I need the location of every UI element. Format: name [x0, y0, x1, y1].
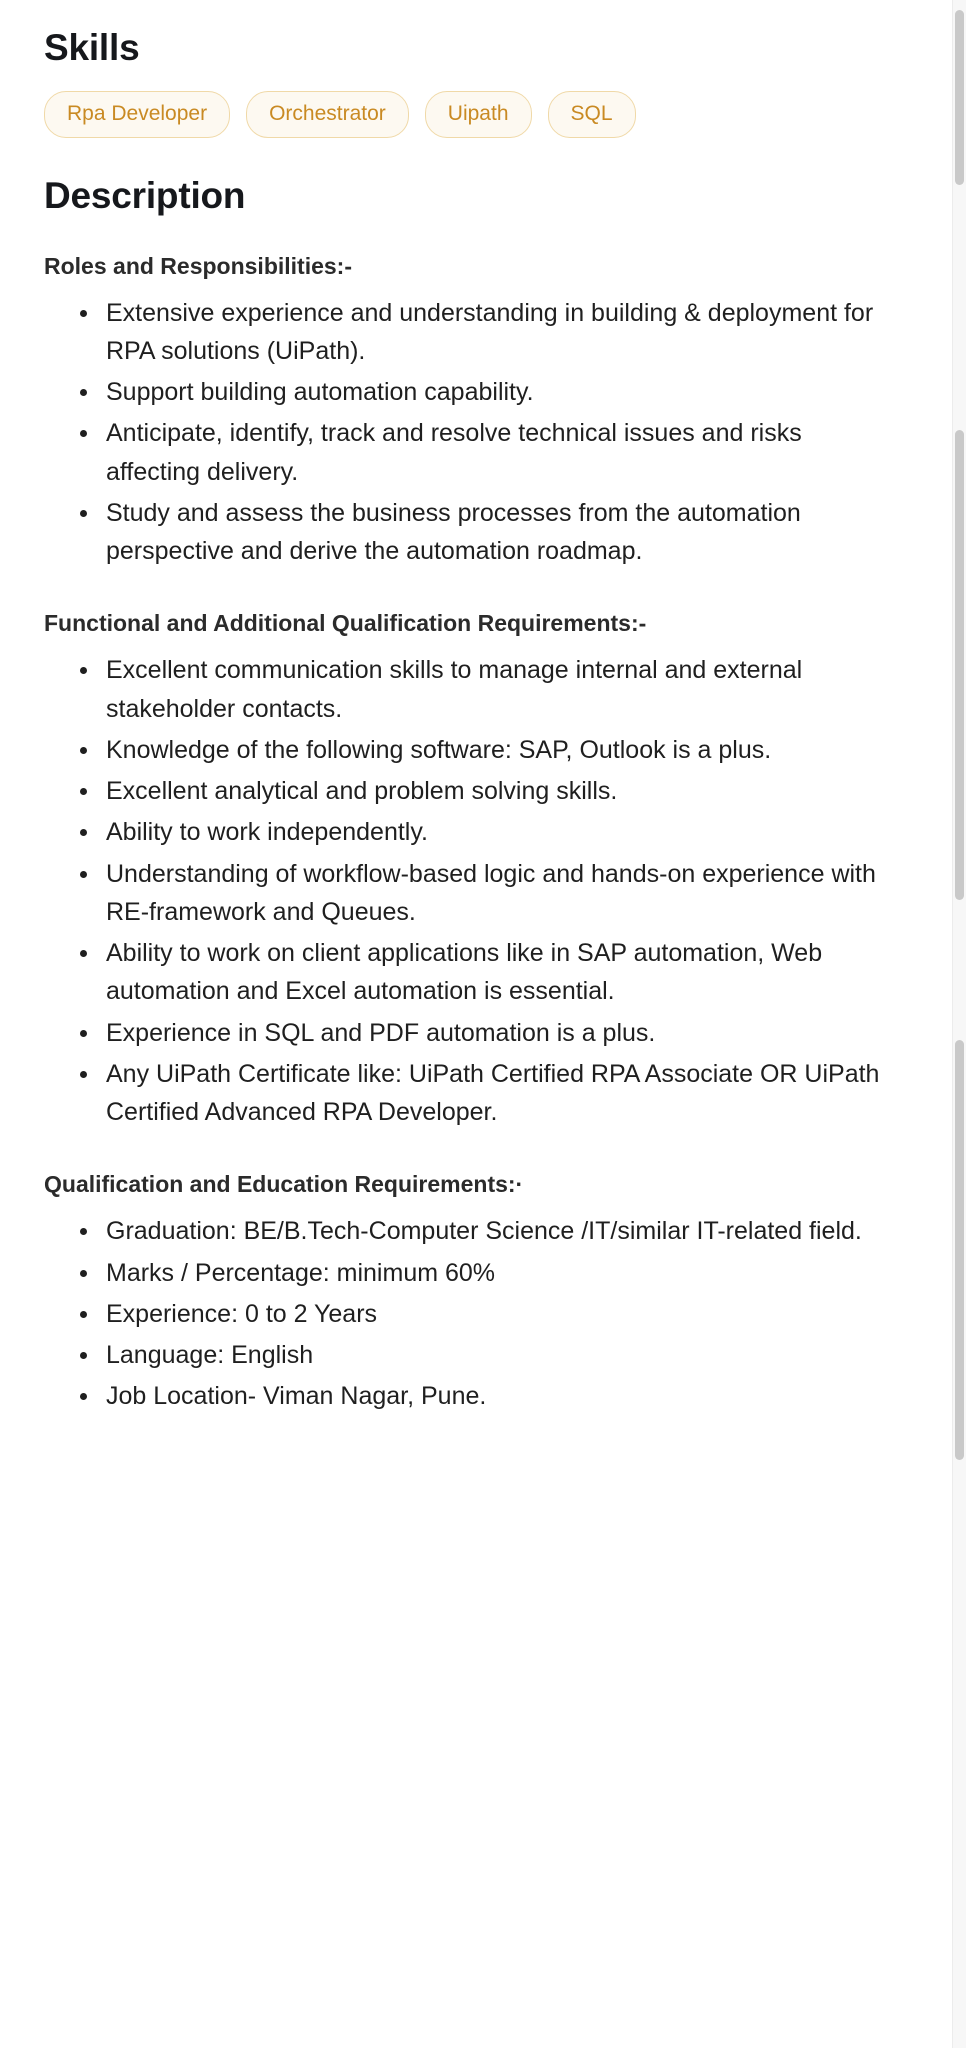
list-item: Excellent analytical and problem solving skills. [106, 772, 906, 810]
skill-chip-sql[interactable]: SQL [548, 91, 636, 138]
list-item: Ability to work independently. [106, 813, 906, 851]
description-block-roles [44, 251, 906, 571]
list-item: Anticipate, identify, track and resolve technical issues and risks affecting delivery. [106, 414, 906, 491]
qualification-bullet-list [44, 1212, 906, 1415]
list-item: Extensive experience and understanding in building & deployment for RPA solutions (UiPath). [106, 294, 906, 371]
scrollbar-thumb-middle[interactable] [955, 430, 964, 900]
list-item: Ability to work on client applications like in SAP automation, Web automation and Excel automation is essential. [106, 934, 906, 1011]
description-heading: Description [44, 174, 246, 216]
skill-chip-uipath[interactable]: Uipath [425, 91, 532, 138]
description-block-functional [44, 608, 906, 1131]
skill-chip-rpa-developer[interactable]: Rpa Developer [44, 91, 230, 138]
description-block-qualification [44, 1169, 906, 1415]
list-item: Excellent communication skills to manage internal and external stakeholder contacts. [106, 651, 906, 728]
list-item: Experience in SQL and PDF automation is a plus. [106, 1014, 906, 1052]
list-item: Knowledge of the following software: SAP, Outlook is a plus. [106, 731, 906, 769]
list-item: Graduation: BE/B.Tech-Computer Science /IT/similar IT-related field. [106, 1212, 906, 1250]
list-item: Experience: 0 to 2 Years [106, 1295, 906, 1333]
block-heading-functional: Functional and Additional Qualification Requirements:- [44, 610, 647, 637]
skills-heading: Skills [44, 27, 140, 68]
functional-bullet-list [44, 651, 906, 1131]
list-item: Understanding of workflow-based logic and hands-on experience with RE-framework and Queues. [106, 855, 906, 932]
list-item: Language: English [106, 1336, 906, 1374]
list-item: Any UiPath Certificate like: UiPath Certified RPA Associate OR UiPath Certified Advanced RPA Developer. [106, 1055, 906, 1132]
list-item: Support building automation capability. [106, 373, 906, 411]
skills-chip-list [44, 91, 906, 138]
list-item: Job Location- Viman Nagar, Pune. [106, 1377, 906, 1415]
scrollbar-thumb-bottom[interactable] [955, 1040, 964, 1460]
block-heading-qualification: Qualification and Education Requirements:· [44, 1171, 524, 1198]
block-heading-roles: Roles and Responsibilities:- [44, 252, 352, 279]
vertical-scrollbar[interactable] [952, 0, 966, 2048]
roles-bullet-list [44, 294, 906, 571]
list-item: Study and assess the business processes from the automation perspective and derive the automation roadmap. [106, 494, 906, 571]
skill-chip-orchestrator[interactable]: Orchestrator [246, 91, 409, 138]
list-item: Marks / Percentage: minimum 60% [106, 1254, 906, 1292]
scrollbar-thumb-top[interactable] [955, 10, 964, 185]
